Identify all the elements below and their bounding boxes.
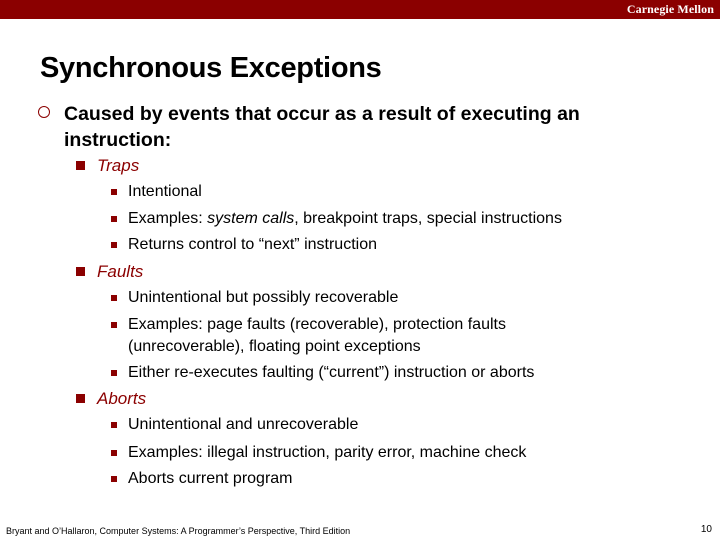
aborts-heading: Aborts: [97, 389, 147, 408]
aborts-item-2: Examples: illegal instruction, parity error, machine check: [128, 444, 527, 461]
slide-title: Synchronous Exceptions: [40, 52, 382, 84]
square-bullet-icon: [76, 394, 85, 403]
square-bullet-icon: [76, 161, 85, 170]
faults-item-2-line-2: (unrecoverable), floating point exceptions: [128, 338, 421, 355]
faults-item-2: [128, 314, 648, 358]
aborts-item-3: Aborts current program: [128, 470, 293, 487]
intro-line-1: Caused by events that occur as a result of executing an: [64, 103, 580, 125]
traps-item-2: [128, 208, 648, 230]
faults-item-1: Unintentional but possibly recoverable: [128, 289, 399, 306]
traps-item-2-prefix: Examples:: [128, 210, 208, 227]
traps-item-1: Intentional: [128, 183, 202, 200]
small-square-bullet-icon: [111, 370, 117, 376]
traps-item-3: Returns control to “next” instruction: [128, 236, 377, 253]
intro-line-2: instruction:: [64, 129, 172, 151]
small-square-bullet-icon: [111, 476, 117, 482]
square-bullet-icon: [76, 267, 85, 276]
small-square-bullet-icon: [111, 322, 117, 328]
small-square-bullet-icon: [111, 450, 117, 456]
page-number: 10: [700, 524, 712, 535]
small-square-bullet-icon: [111, 189, 117, 195]
intro-text: [64, 101, 664, 153]
small-square-bullet-icon: [111, 295, 117, 301]
small-square-bullet-icon: [111, 422, 117, 428]
traps-heading: Traps: [97, 156, 140, 175]
traps-item-2-suffix: , breakpoint traps, special instructions: [294, 210, 562, 227]
header-bar: [0, 0, 720, 19]
faults-heading: Faults: [97, 262, 144, 281]
aborts-item-1: Unintentional and unrecoverable: [128, 416, 359, 433]
footer-citation: Bryant and O’Hallaron, Computer Systems: A Programmer’s Perspective, Third Edition: [6, 526, 351, 536]
circle-bullet-icon: [38, 106, 50, 118]
faults-item-3: Either re-executes faulting (“current”) instruction or aborts: [128, 364, 535, 381]
traps-item-2-emphasis: system calls: [207, 210, 295, 227]
small-square-bullet-icon: [111, 216, 117, 222]
faults-item-2-line-1: Examples: page faults (recoverable), protection faults: [128, 316, 506, 333]
small-square-bullet-icon: [111, 242, 117, 248]
brand-label: Carnegie Mellon: [626, 2, 714, 16]
